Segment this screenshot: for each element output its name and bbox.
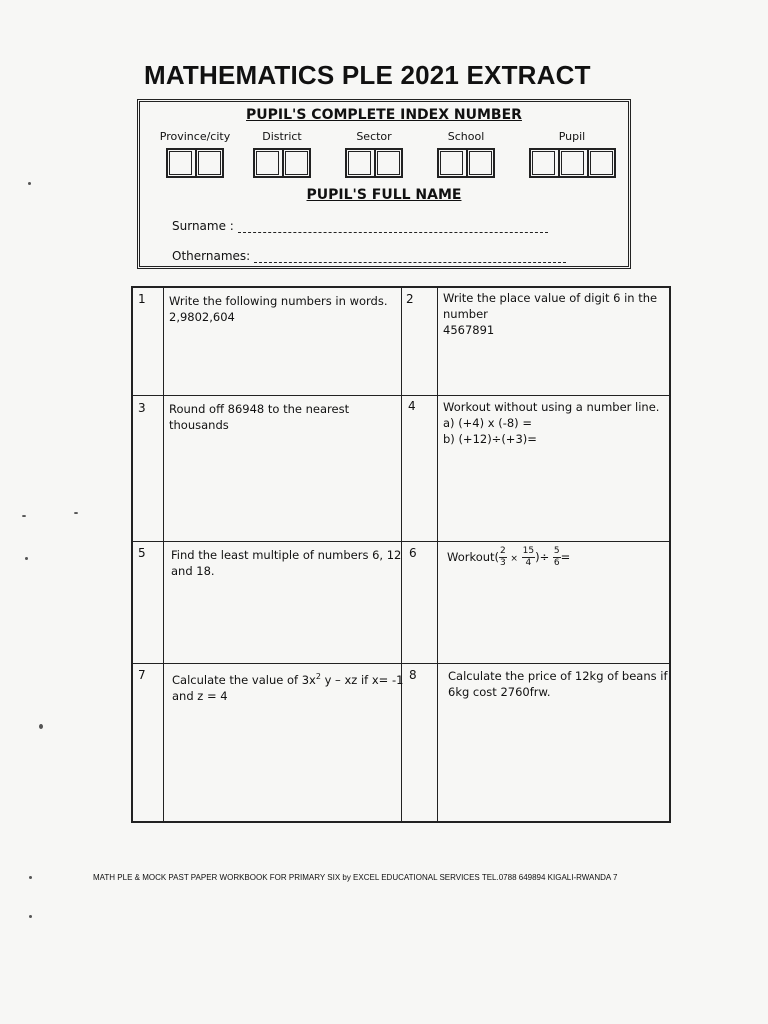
scan-speck bbox=[22, 515, 26, 517]
scan-speck bbox=[25, 557, 28, 560]
digit-cell[interactable] bbox=[195, 148, 224, 178]
field-pupil bbox=[524, 130, 620, 178]
index-heading: PUPIL'S COMPLETE INDEX NUMBER bbox=[246, 107, 522, 123]
digit-cell[interactable] bbox=[345, 148, 374, 178]
question-7: Calculate the value of $3x^2$ y – xz if x= -1 and z = 4 bbox=[172, 672, 404, 703]
question-3: Round off 86948 to the nearest thousands bbox=[169, 402, 350, 432]
field-province bbox=[156, 130, 234, 178]
scan-speck bbox=[74, 512, 78, 514]
surname-label: Surname : bbox=[172, 219, 234, 233]
digit-cell[interactable] bbox=[374, 148, 403, 178]
question-4: Workout without using a number line. a) (+4) x (-8) = b) (+12)÷(+3)= bbox=[443, 400, 660, 446]
digit-cell[interactable] bbox=[529, 148, 558, 178]
question-number: 4 bbox=[408, 399, 416, 413]
digit-cell[interactable] bbox=[166, 148, 195, 178]
fraction: $\frac{15}{4}$ bbox=[522, 546, 535, 568]
scan-speck bbox=[39, 724, 43, 729]
othernames-field[interactable] bbox=[254, 262, 566, 263]
full-name-heading: PUPIL'S FULL NAME bbox=[306, 187, 462, 203]
field-sector bbox=[342, 130, 406, 178]
field-district bbox=[252, 130, 312, 178]
page-title: MATHEMATICS PLE 2021 EXTRACT bbox=[144, 60, 591, 90]
othernames-label: Othernames: bbox=[172, 249, 251, 263]
scan-speck bbox=[28, 182, 31, 185]
question-number: 6 bbox=[409, 546, 417, 560]
digit-cell[interactable] bbox=[253, 148, 282, 178]
surname-row bbox=[172, 219, 548, 233]
question-1: Write the following numbers in words. 2,9802,604 bbox=[169, 294, 388, 324]
index-number-box bbox=[137, 99, 631, 269]
question-grid bbox=[131, 286, 671, 823]
question-number: 3 bbox=[138, 401, 146, 415]
question-number: 7 bbox=[138, 668, 146, 682]
question-number: 1 bbox=[138, 292, 146, 306]
question-number: 8 bbox=[409, 668, 417, 682]
field-label: District bbox=[262, 130, 302, 143]
question-8: Calculate the price of 12kg of beans if 6kg cost 2760frw. bbox=[448, 669, 668, 699]
question-5: Find the least multiple of numbers 6, 12 and 18. bbox=[171, 548, 402, 578]
question-6: Workout( $\frac{2}{3}$ × $\frac{15}{4}$ )÷ $\frac{5}{6}$ = bbox=[447, 546, 571, 568]
index-fields bbox=[156, 130, 621, 190]
scan-speck bbox=[29, 915, 32, 918]
question-2: Write the place value of digit 6 in the number 4567891 bbox=[443, 291, 658, 337]
page-footer: MATH PLE & MOCK PAST PAPER WORKBOOK FOR PRIMARY SIX by EXCEL EDUCATIONAL SERVICES TEL.0788 649894 KIGALI-RWANDA 7 bbox=[93, 873, 618, 882]
field-school bbox=[434, 130, 498, 178]
digit-cell[interactable] bbox=[437, 148, 466, 178]
question-number: 5 bbox=[138, 546, 146, 560]
scan-speck bbox=[29, 876, 32, 879]
field-label: Pupil bbox=[558, 130, 586, 143]
field-label: Sector bbox=[356, 130, 392, 143]
digit-cell[interactable] bbox=[587, 148, 616, 178]
digit-cell[interactable] bbox=[466, 148, 495, 178]
question-number: 2 bbox=[406, 292, 414, 306]
othernames-row bbox=[172, 249, 566, 263]
digit-cell[interactable] bbox=[282, 148, 311, 178]
field-label: Province/city bbox=[159, 130, 231, 143]
fraction: $\frac{5}{6}$ bbox=[553, 546, 560, 568]
digit-cell[interactable] bbox=[558, 148, 587, 178]
fraction: $\frac{2}{3}$ bbox=[500, 546, 506, 568]
field-label: School bbox=[447, 130, 485, 143]
surname-field[interactable] bbox=[238, 232, 548, 233]
